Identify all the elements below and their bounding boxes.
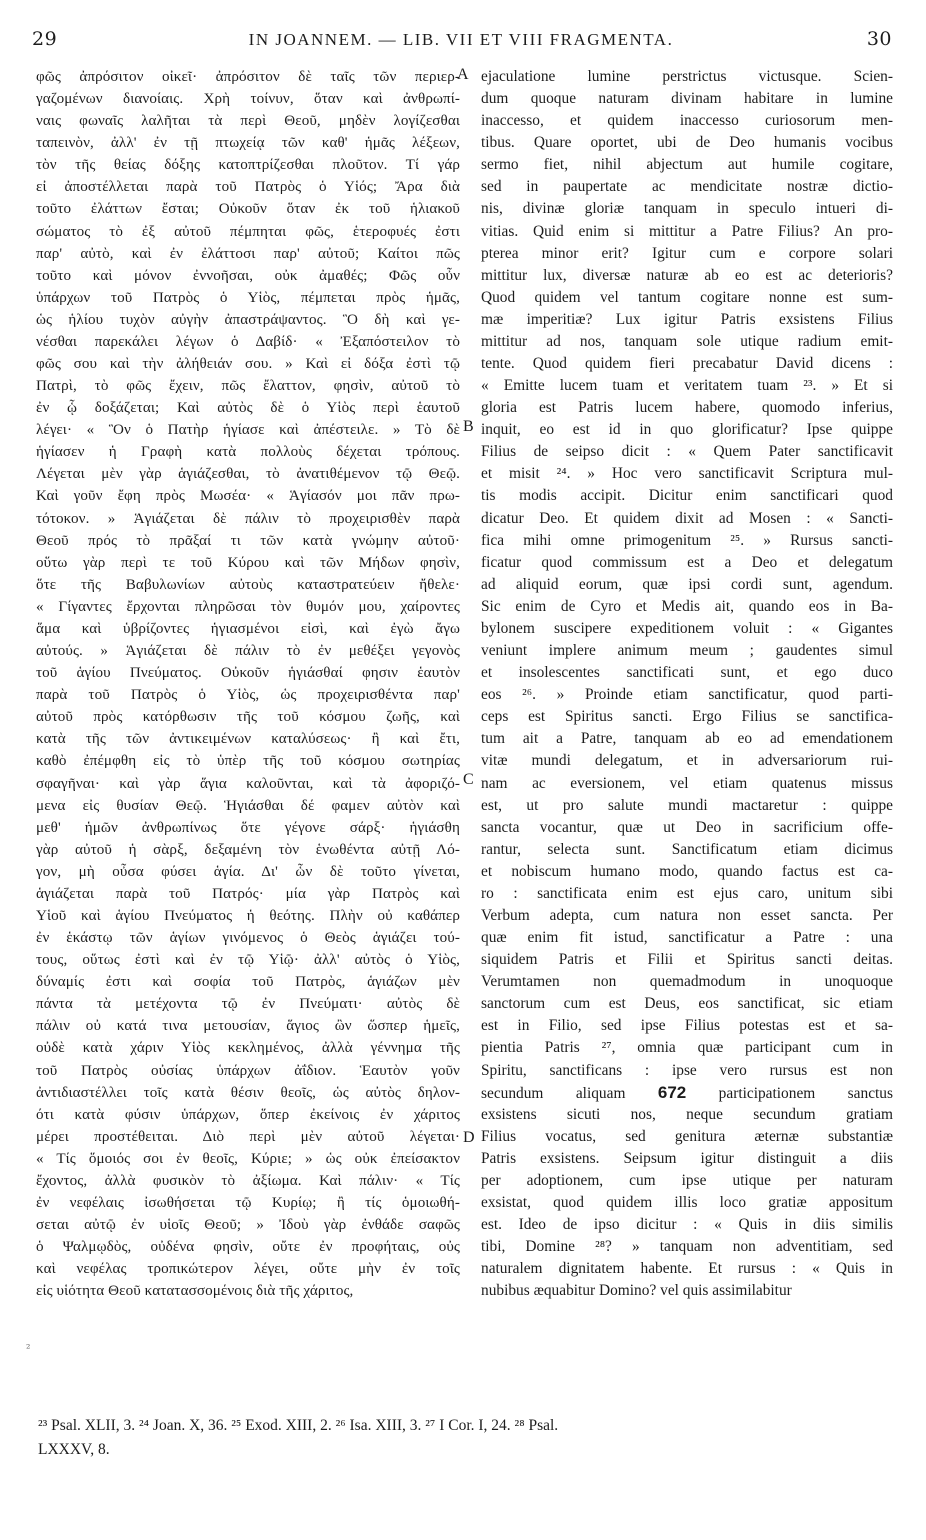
greek-text-line: πάντα τὰ μετέχοντα τῷ ἐν Πνεύματι· αὐτὸς δὲ bbox=[36, 996, 460, 1013]
greek-text-line: μενα εἰς θυσίαν Θεῷ. Ἡγιάσθαι δέ φαμεν αὐτὸν καὶ bbox=[36, 797, 460, 814]
latin-text-line: Spiritu, sanctificans : ipse vero rursus est non bbox=[481, 1061, 893, 1079]
footnote-line: LXXXV, 8. bbox=[38, 1441, 110, 1458]
latin-text-line: Verumtamen non quemadmodum in unoquoque bbox=[481, 973, 893, 991]
latin-text-line: pterea minor erit? Igitur cum e corpore solari bbox=[481, 244, 893, 262]
greek-text-line: φῶς ἀπρόσιτον οἰκεῖ· ἀπρόσιτον δὲ ταῖς τῶν περιερ- bbox=[36, 69, 460, 85]
latin-text-line: eos ²⁶. » Proinde etiam sanctificatur, quod parti- bbox=[481, 686, 893, 704]
greek-text-line: παρ' αὐτὸ, καὶ ἐν ἐλάττοσι παρ' αὐτοῦ; Καίτοι πῶς bbox=[36, 245, 460, 262]
latin-text-line: gloria est Patris lucem habere, quomodo inferius, bbox=[481, 399, 893, 417]
running-title: IN JOANNEM. — LIB. VII ET VIII FRAGMENTA. bbox=[248, 30, 674, 49]
stray-mark: ² bbox=[26, 1342, 31, 1355]
greek-text-line: ἔχοντος, ἀλλὰ φυσικὸν τὸ ἀξίωμα. Καὶ πάλιν· « Τίς bbox=[36, 1172, 460, 1189]
greek-text-line: λέγει· « Ὃν ὁ Πατὴρ ἡγίασε καὶ ἀπέστειλε. » Τὸ δὲ bbox=[36, 422, 460, 439]
footnotes bbox=[38, 1414, 898, 1462]
latin-text-line: et insolescentes sanctificati sunt, et ego duco bbox=[481, 664, 893, 682]
greek-text-line: ὅτε τῆς Βαβυλωνίων αὐτοὺς καταστρατεύειν ἤθελε· bbox=[36, 576, 460, 593]
latin-text-line: « Emitte lucem tuam et veritatem tuam ²³. » Et si bbox=[481, 377, 893, 395]
greek-text-line: τοῦτο καὶ μόνον ἐννοῆσαι, οὐκ ἀμαθές; Φῶς οὖν bbox=[36, 267, 460, 284]
greek-text-line: παρὰ τοῦ Πατρὸς ὁ Υἱὸς, ὡς προχειρισθέντα παρ' bbox=[36, 687, 460, 704]
greek-text-line: νέσθαι παρεκάλει λέγων ὁ Δαβίδ· « Ἐξαπόστειλον τὸ bbox=[36, 333, 460, 350]
latin-text-line: fica mihi omne primogenitum ²⁵. » Rursus sancti- bbox=[481, 531, 893, 549]
latin-text-line: inaccesso, et quidem inaccesso curiosorum men- bbox=[481, 112, 893, 130]
greek-text-line: ἅμα καὶ ὑβρίζοντες ἡγιασμένοι εἰσὶ, καὶ ἐγὼ ἄγω bbox=[36, 620, 460, 637]
greek-text-line: εἰς υἱότητα Θεοῦ κατατασσομένοις διὰ τῆς χάριτος, bbox=[36, 1283, 354, 1300]
margin-marker-c: C bbox=[463, 771, 474, 788]
margin-marker-b: B bbox=[463, 418, 474, 435]
greek-text-line: ταπεινὸν, ἀλλ' ἐν τῇ πτωχείᾳ τῶν καθ' ἡμᾶς λέξεων, bbox=[36, 135, 460, 152]
latin-text-line: Patris exsistens. Seipsum igitur distinguit a diis bbox=[481, 1149, 893, 1167]
latin-text-line: sed in paupertate ac mendicitate nostræ dictio- bbox=[481, 178, 893, 196]
greek-text-line: σώματος τὸ ἐξ αὐτοῦ πέμπηται φῶς, ἑτεροφυές ἐστι bbox=[36, 223, 460, 240]
greek-text-line: μέρει προστέθειται. Διὸ περὶ μὲν αὐτοῦ λέγεται· bbox=[36, 1128, 460, 1145]
greek-text-line: Καὶ γοῦν ἔφη πρὸς Μωσέα· « Ἁγίασόν μοι πᾶν πρω- bbox=[36, 488, 460, 505]
latin-text-line: sanctorum cum est Deus, eos sanctificat, sic etiam bbox=[481, 995, 893, 1013]
latin-text-line: vitias. Quid enim si mittitur a Patre Filius? An pro- bbox=[481, 222, 893, 240]
greek-text-line: οὐδὲ κατὰ χάριν Υἱὸς κεκλημένος, ἀλλὰ γέννημα τῆς bbox=[36, 1040, 460, 1057]
greek-text-line: αὐτοῦ πρὸς κατόρθωσιν τῆς τοῦ κόσμου ζωῆς, καὶ bbox=[36, 709, 460, 726]
margin-marker-d: D bbox=[463, 1129, 475, 1146]
greek-text-line: τὸν τῆς θείας δόξης κατοπτρίζεσθαι πλοῦτον. Τί γάρ bbox=[36, 157, 460, 174]
latin-text-line: quæ enim fit istud, sanctificatur a Patre : una bbox=[481, 929, 893, 947]
latin-text-line: est. Ideo de ipso dicitur : « Quis in diis similis bbox=[481, 1216, 893, 1234]
latin-text-line: tibi, Domine ²⁸? » tanquam non adventitiam, sed bbox=[481, 1238, 893, 1256]
column-number: 672 bbox=[657, 1082, 687, 1102]
greek-text-line: ὡς ἡλίου τυχὸν αὐγὴν ἀπαστράψαντος. Ὃ δὴ καὶ γε- bbox=[36, 311, 460, 328]
latin-text-line: ro : sanctificata enim est ejus caro, unitum sibi bbox=[481, 884, 893, 902]
latin-text-line: nam ac eversionem, vel etiam quatenus missus bbox=[481, 774, 893, 792]
greek-text-line: τότοκον. » Ἁγιάζεται δὲ πάλιν τὸ προχειρισθὲν παρὰ bbox=[36, 510, 460, 527]
footnote-line: ²³ Psal. XLII, 3. ²⁴ Joan. X, 36. ²⁵ Exod. XIII, 2. ²⁶ Isa. XIII, 3. ²⁷ I Cor. I, 24. ²⁸ Psal. bbox=[38, 1417, 559, 1434]
latin-text-line: inquit, eo est id in quo glorificatur? Ipse quippe bbox=[481, 421, 893, 439]
greek-text-line: ἐν νεφέλαις ἰσωθήσεται τῷ Κυρίῳ; ἢ τίς ὁμοιωθή- bbox=[36, 1194, 460, 1211]
latin-text-line: ejaculatione lumine perstrictus victusque. Scien- bbox=[481, 68, 893, 85]
greek-text-line: τοῦ Πατρὸς οὐσίας ὑπάρχων ἀΐδιον. Ἑαυτὸν γοῦν bbox=[36, 1062, 460, 1079]
latin-text-line: Quod quidem vel tantum cogitare nonne est sum- bbox=[481, 288, 893, 306]
latin-text-line: nis, divinæ gloriæ tanquam in speculo intueri di- bbox=[481, 200, 893, 218]
greek-text-line: γον, μὴ οὖσα φύσει ἁγία. Δι' ὧν δὲ τοῦτο γίνεται, bbox=[36, 863, 460, 880]
latin-text-line: ceps est Spiritus sancti. Ergo Filius se sanctifica- bbox=[481, 708, 893, 726]
latin-text-line: nubibus æquabitur Domino? vel quis assimilabitur bbox=[481, 1282, 792, 1300]
greek-text-line: ότι κατὰ φύσιν ὑπάρχων, ὅπερ ἐκείνοις ἐν χάριτος bbox=[36, 1106, 460, 1123]
margin-marker-a: A bbox=[457, 66, 469, 83]
greek-text-line: φῶς σου καὶ τὴν ἀλήθειάν σου. » Καὶ εἰ δόξα ἐστὶ τῷ bbox=[36, 356, 460, 373]
latin-text-line: dicatur Deo. Et quidem dixit ad Mosen : « Sancti- bbox=[481, 509, 893, 527]
latin-text-line: per adoptionem, cum ipse utique per naturam bbox=[481, 1171, 893, 1189]
greek-text-line: ἁγιάζεται παρὰ τοῦ Πατρός· μία γὰρ Πατρὸς καὶ bbox=[36, 885, 460, 902]
page-number-right: 30 bbox=[866, 28, 892, 50]
greek-text-line: Λέγεται μὲν γὰρ ἁγιάζεσθαι, τὸ ἀνατιθέμενον τῷ Θεῷ. bbox=[36, 466, 460, 483]
greek-text-line: ἀντιδιαστέλλει τοῖς κατὰ θέσιν θεοῖς, ὡς αὐτὸς δηλον- bbox=[36, 1084, 460, 1101]
latin-text-line: dum quoque naturam divinam habitare in lumine bbox=[481, 90, 893, 108]
latin-text-line: bylonem suscipere expeditionem voluit : « Gigantes bbox=[481, 619, 893, 637]
greek-text-line: ἡγίασεν ἡ Γραφὴ κατὰ πολλοὺς δέχεται τρόπους. bbox=[36, 444, 460, 461]
greek-text-line: Θεοῦ πρός τὸ πρᾶξαί τι τῶν κατὰ γνώμην αὐτοῦ· bbox=[36, 532, 460, 549]
greek-text-line: δύναμίς ἐστι καὶ σοφία τοῦ Πατρὸς, ἁγιάζων μὲν bbox=[36, 974, 460, 991]
greek-text-line: « Γίγαντες ἔρχονται πληρῶσαι τὸν θυμόν μου, χαίροντες bbox=[36, 598, 460, 615]
latin-text-line: tente. Quod quidem fieri precabatur David dicens : bbox=[481, 355, 893, 373]
latin-text-line: siquidem Patris et Filii et Spiritus sancti deitas. bbox=[481, 951, 893, 969]
greek-text-line: σφαγῆναι· καὶ γὰρ ἅγια καλοῦνται, καὶ τὰ ἀφοριζό- bbox=[36, 775, 460, 792]
page-number-left: 29 bbox=[32, 28, 58, 50]
greek-text-line: τοῦτο ἐλάττων ἔσται; Οὐκοῦν ὅταν ἐκ τοῦ ἡλιακοῦ bbox=[36, 201, 460, 218]
latin-text-line: veniunt implere animum meum ; gaudentes simul bbox=[481, 642, 893, 660]
greek-text-line: πάλιν οὐ κατά τινα μετουσίαν, ἅγιος ὢν ὥσπερ ἡμεῖς, bbox=[36, 1018, 460, 1035]
latin-text-line: vitæ mundi delegatum, et in adversariorum rui- bbox=[481, 752, 893, 770]
latin-text-line: et misit ²⁴. » Hoc vero sanctificavit Scriptura mul- bbox=[481, 465, 893, 483]
latin-text-line: secundum aliquam 672 participationem sanctus bbox=[481, 1082, 893, 1102]
greek-text-line: Υἱοῦ καὶ ἁγίου Πνεύματος ἡ θεότης. Πλὴν οὐ καθάπερ bbox=[36, 907, 460, 924]
latin-text-line: naturalem dignitatem habente. Et rursus : « Quis in bbox=[481, 1260, 893, 1278]
running-header bbox=[30, 28, 892, 64]
greek-text-line: ἐν ἑκάστῳ τῶν ἁγίων γινόμενος ὁ Θεὸς ἁγιάζει τού- bbox=[36, 930, 460, 947]
latin-text-line: Sic enim de Cyro et Medis ait, quando eos in Ba- bbox=[481, 597, 893, 615]
latin-text-line: tibus. Quare oportet, ubi de Deo humanis vocibus bbox=[481, 134, 893, 152]
latin-text-line: mittitur lux, diversæ naturæ ab eo est ac deterioris? bbox=[481, 266, 893, 284]
latin-text-line: est, ut pro salute mundi mactaretur : quippe bbox=[481, 796, 893, 814]
greek-text-line: τους, οὕτως ἐστὶ καὶ ἐν τῷ Υἱῷ· ἀλλ' αὐτὸς ὁ Υἱὸς, bbox=[36, 952, 460, 969]
latin-text-line: mittitur ad nos, tanquam sole utique radium emit- bbox=[481, 332, 893, 350]
greek-text-line: καὶ νεφέλας τροπικώτερον λέγει, οὔτε μὴν ἐν τοῖς bbox=[36, 1261, 460, 1278]
greek-text-line: μεθ' ἡμῶν ἀνθρωπίνως ὅτε γέγονε σάρξ· ἡγιάσθη bbox=[36, 819, 460, 836]
greek-text-line: εἰ ἀποστέλλεται παρὰ τοῦ Πατρὸς ὁ Υἱός; Ἄρα διὰ bbox=[36, 179, 460, 196]
latin-text-line: Filius de seipso dicit : « Quem Pater sanctificavit bbox=[481, 443, 893, 461]
greek-text-line: τοῦ ἁγίου Πνεύματος. Οὐκοῦν ἡγιάσθαί φησιν ἑαυτὸν bbox=[36, 665, 460, 682]
latin-text-line: tum ait a Patre, tanquam ab eo ad emendationem bbox=[481, 730, 893, 748]
greek-text-line: ναις φωναῖς λαλῆται τὰ περὶ Θεοῦ, μηδὲν λογίζεσθαι bbox=[36, 113, 460, 130]
greek-text-line: γαζομένων διανοίαις. Χρὴ τοίνυν, ὅταν καὶ ἀνθρωπί- bbox=[36, 91, 460, 108]
greek-text-line: γὰρ αὐτοῦ ἡ σὰρξ, δεξαμένη τὸν ἑνωθέντα αὐτῇ Λό- bbox=[36, 841, 460, 858]
greek-text-column bbox=[36, 66, 460, 1302]
greek-text-line: καθὸ ἐπέμφθη εἰς τὸ ὑπὲρ τῆς τοῦ κόσμου σωτηρίας bbox=[36, 753, 460, 770]
greek-text-line: ὑπάρχων τοῦ Πατρὸς ὁ Υἱὸς, πέμπεται πρὸς ἡμᾶς, bbox=[36, 289, 460, 306]
latin-text-line: exsistens sicuti nos, neque secundum gratiam bbox=[481, 1105, 893, 1123]
greek-text-line: ὁ Ψαλμῳδὸς, οὐδένα φησὶν, οὔτε ἐν προφήταις, οὐς bbox=[36, 1239, 460, 1256]
latin-text-line: Filius vocatus, sed genitura æternæ substantiæ bbox=[481, 1127, 893, 1145]
greek-text-line: οὕτω γὰρ περὶ τε τοῦ Κύρου καὶ τῶν Μήδων φησὶν, bbox=[36, 554, 460, 571]
latin-text-line: mæ imperitiæ? Lux igitur Patris exsistens Filius bbox=[481, 310, 893, 328]
latin-text-column bbox=[481, 66, 893, 1302]
greek-text-line: ἐν ᾧ δοξάζεται; Καὶ αὐτὸς δὲ ὁ Υἱὸς περὶ ἑαυτοῦ bbox=[36, 400, 460, 417]
latin-text-line: exsistat, quod quidem illis loco gratiæ appositum bbox=[481, 1193, 893, 1211]
greek-text-line: κατὰ τῆς τῶν ἀντικειμένων καταλύσεως· ἢ καὶ ἔτι, bbox=[36, 731, 460, 748]
greek-text-line: αὐτούς. » Ἁγιάζεται δὲ πάλιν τὸ ἐν μεθέξει γεγονὸς bbox=[36, 643, 460, 660]
latin-text-line: est in Filio, sed ipse Filius potestas est et sa- bbox=[481, 1017, 893, 1035]
latin-text-line: Verbum adepta, cum natura non esset sancta. Per bbox=[481, 906, 893, 924]
latin-text-line: rantur, selecta sunt. Sanctificatum etiam dicimus bbox=[481, 840, 893, 858]
greek-text-line: Πατρὶ, τὸ φῶς ἔχειν, πῶς ἔλαττον, φησὶν, αὐτοῦ τὸ bbox=[36, 378, 460, 395]
latin-text-line: tis modis accipit. Dicitur enim sanctificari quod bbox=[481, 487, 893, 505]
latin-text-line: et nobiscum humano modo, quando factus est ca- bbox=[481, 862, 893, 880]
latin-text-line: pientia Patris ²⁷, omnia quæ participant cum in bbox=[481, 1039, 893, 1057]
greek-text-line: σεται αὐτῷ ἐν υἱοῖς Θεοῦ; » Ἰδοὺ γὰρ ἐνθάδε σαφῶς bbox=[36, 1217, 460, 1234]
latin-text-line: sermo fiet, nihil abjectum aut humile cogitare, bbox=[481, 156, 893, 174]
greek-text-line: « Τίς ὅμοιός σοι ἐν θεοῖς, Κύριε; » ὡς οὐκ ἐπείσακτον bbox=[36, 1150, 460, 1167]
latin-text-line: sancta vocantur, quæ ut Deo in sacrificium offe- bbox=[481, 818, 893, 836]
latin-text-line: ad aliquid eorum, quæ ipsi cordi sunt, agendum. bbox=[481, 575, 893, 593]
latin-text-line: ficatur quod commissum est a Deo et delegatum bbox=[481, 553, 893, 571]
